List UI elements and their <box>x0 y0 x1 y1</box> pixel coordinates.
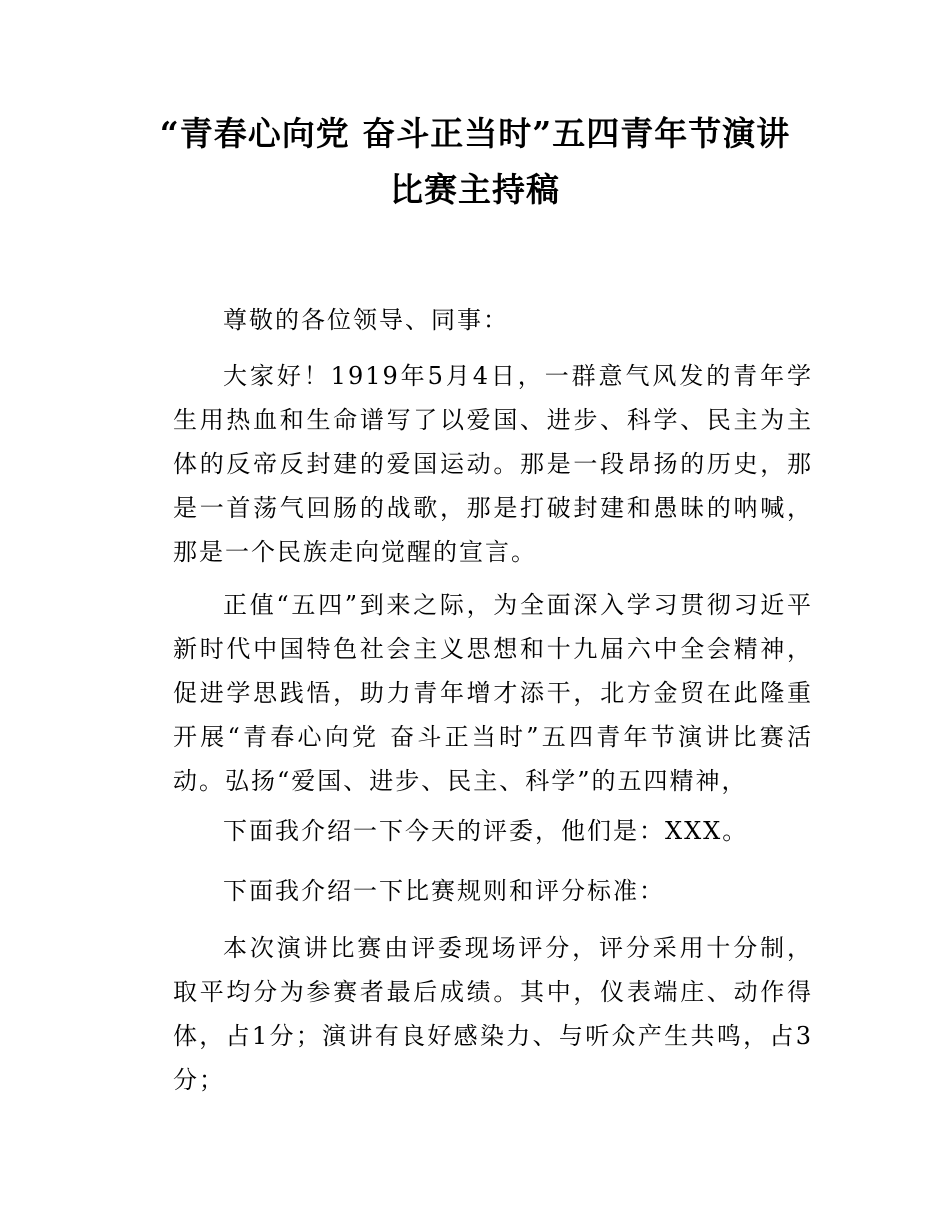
document-title-line-1: “青春心向党 奋斗正当时”五四青年节演讲 <box>159 114 791 153</box>
body-paragraph-4: 下面我介绍一下比赛规则和评分标准： <box>223 877 665 905</box>
body-paragraph-1: 大家好！1919年5月4日，一群意气风发的青年学生用热血和生命谱写了以爱国、进步、科学、民主为主体的反帝反封建的爱国运动。那是一段昂扬的历史，那是一首荡气回肠的战歌，那是打破封建和愚昧的呐喊，那是一个民族走向觉醒的宣言。 <box>173 362 813 566</box>
document-title-line-2: 比赛主持稿 <box>390 170 560 209</box>
greeting-paragraph: 尊敬的各位领导、同事： <box>223 306 509 334</box>
body-paragraph-5: 本次演讲比赛由评委现场评分，评分采用十分制，取平均分为参赛者最后成绩。其中，仪表端庄、动作得体，占1分；演讲有良好感染力、与听众产生共鸣，占3分； <box>173 934 813 1094</box>
body-paragraph-2: 正值“五四”到来之际，为全面深入学习贯彻习近平新时代中国特色社会主义思想和十九届六中全会精神，促进学思践悟，助力青年增才添干，北方金贸在此隆重开展“青春心向党 奋斗正当时”五四青年节演讲比赛活动。弘扬“爱国、进步、民主、科学”的五四精神， <box>173 591 813 795</box>
body-paragraph-3: 下面我介绍一下今天的评委，他们是：XXX。 <box>223 817 749 845</box>
